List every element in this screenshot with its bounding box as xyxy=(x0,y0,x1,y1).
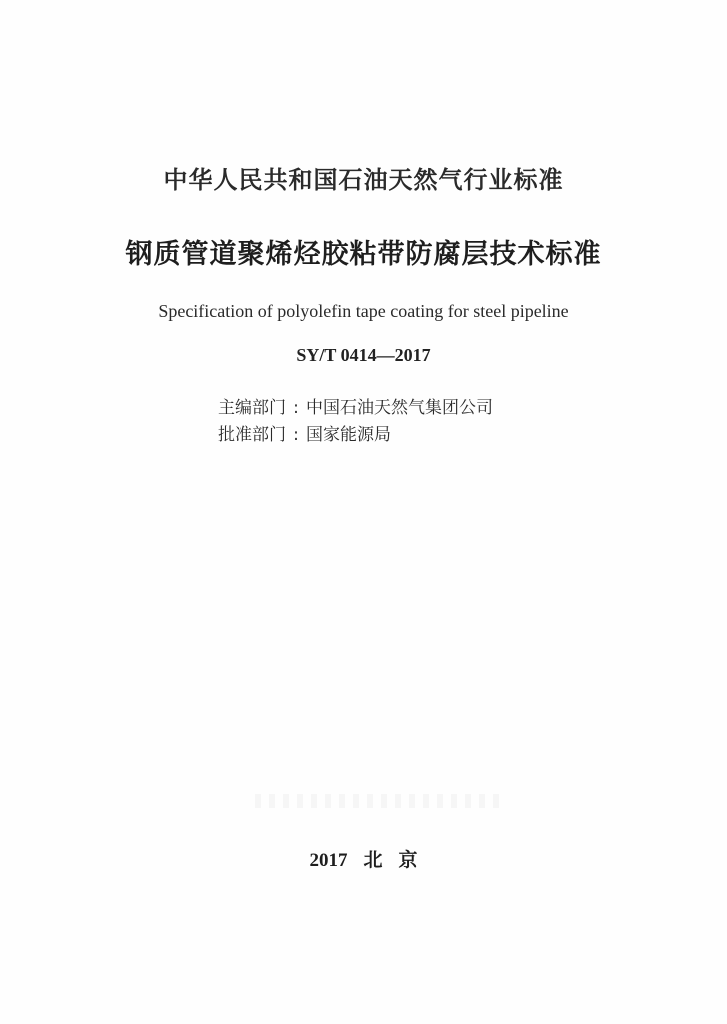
standard-number: SY/T 0414—2017 xyxy=(296,345,431,365)
editor-department-separator: : xyxy=(293,398,299,418)
approval-department-value: 国家能源局 xyxy=(306,425,391,445)
scan-smudge xyxy=(255,794,505,808)
approval-department-row xyxy=(218,423,493,450)
editor-department-row xyxy=(218,396,493,423)
editor-department-value: 中国石油天然气集团公司 xyxy=(306,398,493,418)
document-title-english: Specification of polyolefin tape coating for steel pipeline xyxy=(158,301,569,321)
publication-city-char-2: 京 xyxy=(398,850,418,871)
editor-department-label: 主编部门 xyxy=(218,398,286,418)
document-title-chinese: 钢质管道聚烯烃胶粘带防腐层技术标准 xyxy=(125,239,602,270)
publication-city-char-1: 北 xyxy=(363,850,383,871)
approval-department-separator: : xyxy=(293,425,299,445)
approval-department-label: 批准部门 xyxy=(218,425,286,445)
publication-year: 2017 xyxy=(309,850,348,871)
publication-info xyxy=(0,845,727,872)
standard-category-title: 中华人民共和国石油天然气行业标准 xyxy=(163,166,564,194)
department-info xyxy=(218,396,493,450)
